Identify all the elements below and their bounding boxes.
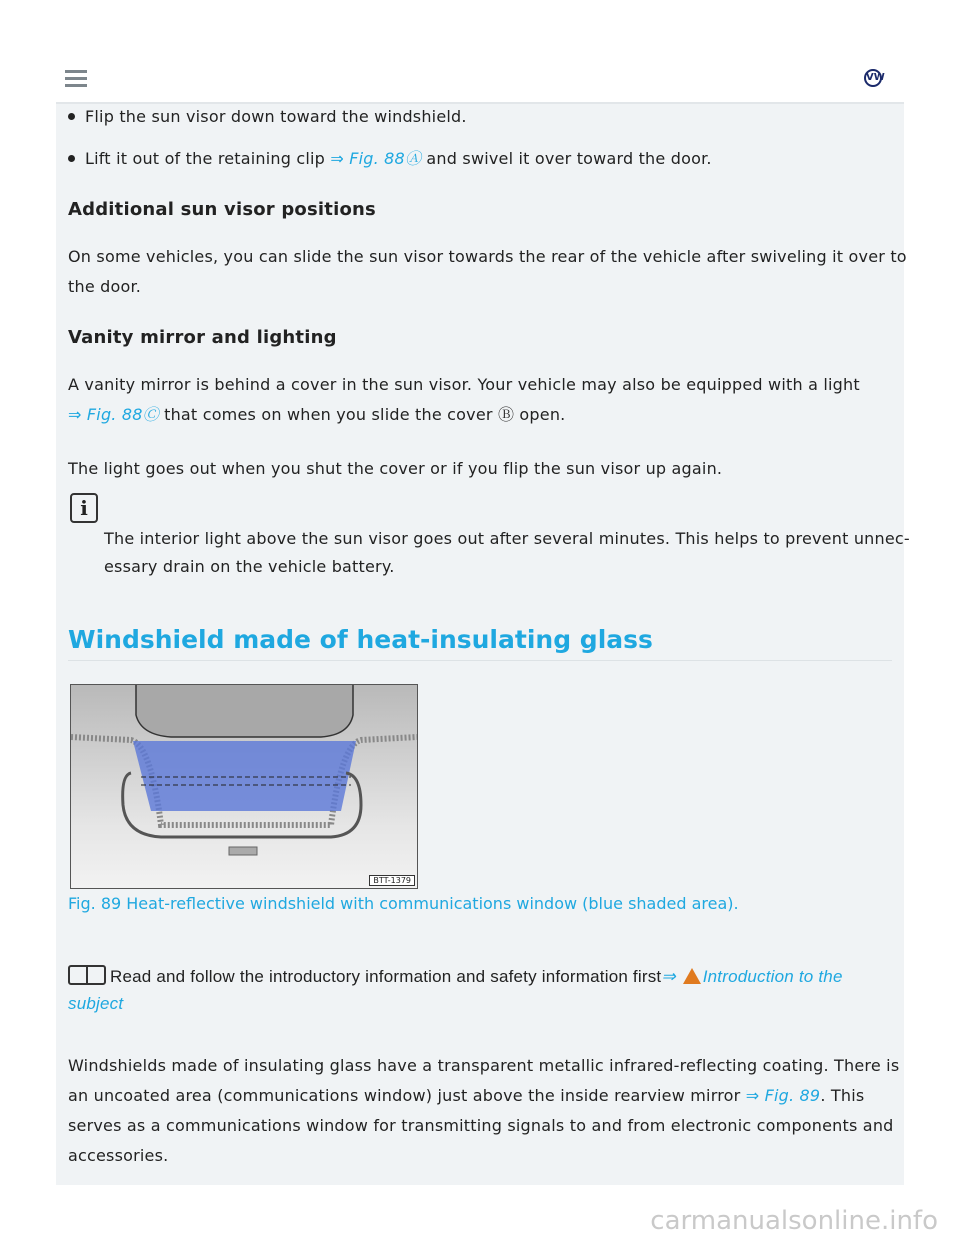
info-icon: i bbox=[70, 493, 98, 523]
paragraph-text: an uncoated area (communications window) just above the inside rearview mirror bbox=[68, 1086, 746, 1105]
paragraph-line: serves as a communications window for transmitting signals to and from electronic components and bbox=[68, 1116, 894, 1135]
fig-89-link[interactable]: ⇒ Fig. 89 bbox=[745, 1086, 821, 1105]
warning-icon bbox=[683, 968, 701, 984]
book-icon bbox=[68, 965, 106, 985]
paragraph-text: . This bbox=[820, 1086, 865, 1105]
windshield-illustration bbox=[71, 685, 417, 888]
bullet-item bbox=[68, 144, 712, 174]
paragraph-line bbox=[68, 1081, 864, 1111]
content-panel bbox=[56, 104, 910, 1185]
note-line: The interior light above the sun visor goes out after several minutes. This helps to prevent unnec- bbox=[104, 529, 910, 548]
section-heading: Vanity mirror and lighting bbox=[68, 327, 337, 348]
paragraph-text: that comes on when you slide the cover Ⓑ open. bbox=[158, 405, 566, 424]
paragraph-line bbox=[68, 400, 565, 430]
figure-89-image bbox=[70, 684, 418, 889]
intro-line bbox=[68, 962, 843, 992]
figure-code: BTT-1379 bbox=[369, 875, 415, 886]
watermark: carmanualsonline.info bbox=[650, 1206, 938, 1236]
arrow: ⇒ bbox=[661, 967, 681, 986]
fig-88a-link[interactable]: ⇒ Fig. 88Ⓐ bbox=[330, 149, 422, 168]
note-line: essary drain on the vehicle battery. bbox=[104, 557, 395, 576]
introduction-link-cont[interactable]: subject bbox=[68, 994, 124, 1013]
figure-caption: Fig. 89 Heat-reflective windshield with communications window (blue shaded area). bbox=[68, 894, 739, 913]
fig-88c-link[interactable]: ⇒ Fig. 88Ⓒ bbox=[68, 405, 159, 424]
header bbox=[56, 0, 904, 104]
vw-logo-icon[interactable]: VW bbox=[864, 69, 882, 87]
windshield-heading: Windshield made of heat-insulating glass bbox=[68, 625, 653, 654]
heading-divider bbox=[68, 660, 892, 661]
bullet-text: Flip the sun visor down toward the windshield. bbox=[85, 107, 467, 126]
paragraph-line: the door. bbox=[68, 277, 142, 296]
introduction-link[interactable]: Introduction to the bbox=[702, 967, 843, 986]
paragraph-line: Windshields made of insulating glass have a transparent metallic infrared-reflecting coating. There is bbox=[68, 1056, 900, 1075]
section-heading: Additional sun visor positions bbox=[68, 199, 376, 220]
hamburger-icon[interactable] bbox=[65, 70, 87, 91]
bullet-item bbox=[68, 102, 467, 132]
bullet-text: Lift it out of the retaining clip bbox=[85, 149, 331, 168]
paragraph-line: accessories. bbox=[68, 1146, 169, 1165]
paragraph-line: The light goes out when you shut the cover or if you flip the sun visor up again. bbox=[68, 459, 723, 478]
paragraph-line: On some vehicles, you can slide the sun visor towards the rear of the vehicle after swiveling it over to bbox=[68, 247, 907, 266]
intro-text: Read and follow the introductory information and safety information first bbox=[110, 967, 662, 986]
paragraph-line: A vanity mirror is behind a cover in the sun visor. Your vehicle may also be equipped with a light bbox=[68, 375, 860, 394]
bullet-text: and swivel it over toward the door. bbox=[421, 149, 712, 168]
